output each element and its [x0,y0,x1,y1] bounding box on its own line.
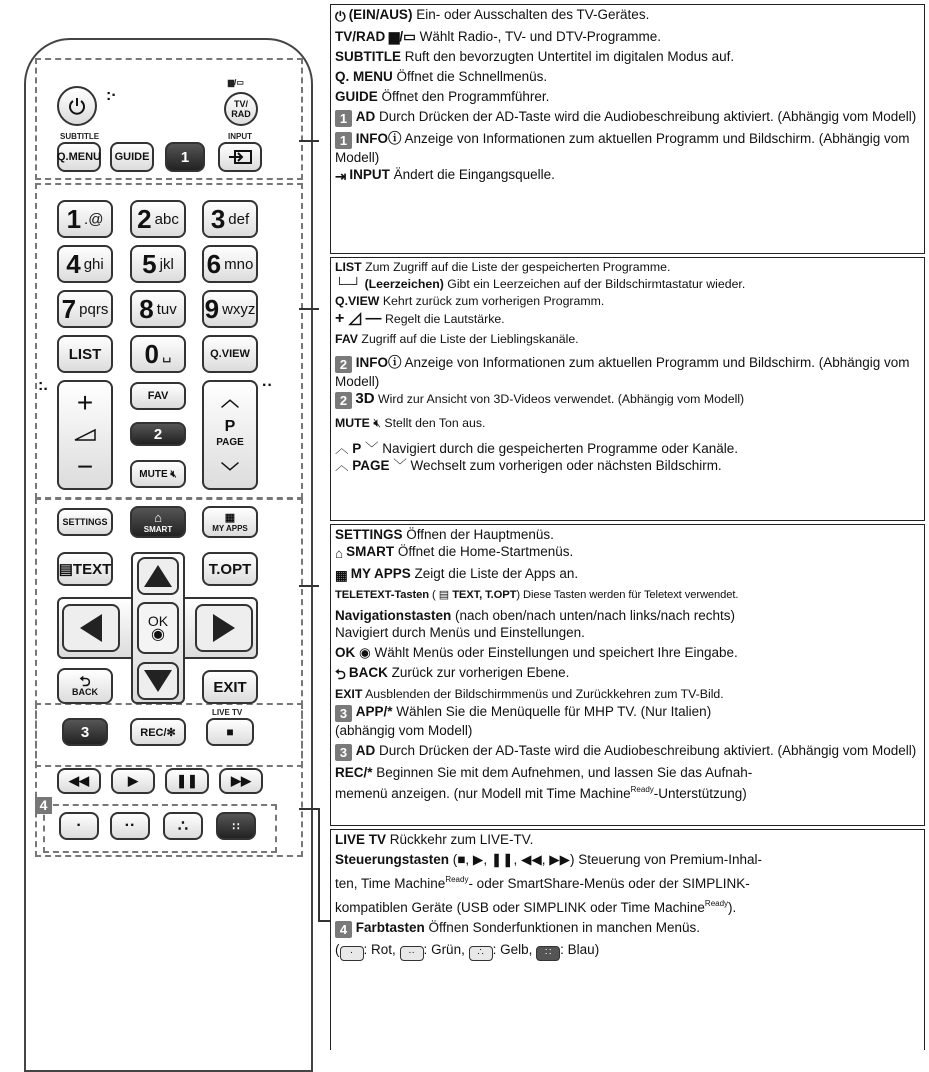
mute-icon: 🔇︎ [170,468,177,480]
3d-icon: 3D [355,390,375,407]
chevron-up-icon: ︿ [221,390,239,410]
nav-down-button[interactable] [137,662,179,700]
power-icon: ⏻ [335,9,346,24]
rewind-button[interactable] [57,768,101,794]
desc-control-2: ten, Time Machine$^{Ready}$- oder SmartShare-Menüs oder der SIMPLINK- [335,875,750,891]
zero-button[interactable]: 0 ␣ [130,335,186,373]
num-button-3[interactable] [202,200,258,238]
letters: wxyz [222,300,256,318]
qview-button[interactable]: Q.VIEW [202,335,258,373]
blue-button[interactable] [216,812,256,840]
desc-exit: EXIT Ausblenden der Bildschirmmenüs und Zurückkehren zum TV-Bild. [335,687,724,701]
home-icon: ⌂ [154,510,162,525]
leader-4b [318,808,320,920]
desc-app-2: (abhängig vom Modell) [335,723,473,738]
num-button-8[interactable] [130,290,186,328]
desc-subtitle: SUBTITLE Ruft den bevorzugten Untertitel im digitalen Modus auf. [335,49,735,64]
power-button[interactable] [57,86,97,126]
ok-button[interactable]: OK ◉ [137,602,179,654]
desc-ad-1: 1 AD Durch Drücken der AD-Taste wird die Audiobeschreibung aktiviert. (Abhängig vom Modell) [335,108,920,127]
list-button[interactable]: LIST [57,335,113,373]
num-button-6[interactable] [202,245,258,283]
desc-navigation-2: Navigiert durch Menüs und Einstellungen. [335,625,585,640]
remote-illustration [0,0,330,1054]
settings-button[interactable]: SETTINGS [57,508,113,536]
three-dots-icon: ∴ [177,818,189,835]
desc-input: ⇥ INPUT Ändert die Eingangsquelle. [335,167,555,184]
desc-fav: FAV Zugriff auf die Liste der Lieblingskanäle. [335,332,579,346]
mute-icon: 🔇︎ [373,416,382,430]
digit: 9 [204,293,220,324]
desc-space: └─┘ (Leerzeichen) Gibt ein Leerzeichen auf der Bildschirmtastatur wieder. [335,277,746,291]
mute-button[interactable]: MUTE 🔇︎ [130,460,186,488]
pause-icon: ❚❚ [176,773,198,788]
desc-tvrad: TV/RAD ▆/▭ Wählt Radio-, TV- und DTV-Programme. [335,29,661,44]
tvrad-icon: ▆/▭ [389,29,416,44]
leader-2 [299,308,319,310]
button-3[interactable]: 3 [62,718,108,746]
desc-rec-2: memenü anzeigen. (nur Modell mit Time Machine$^{Ready}$-Unterstützung) [335,785,747,801]
desc-settings: SETTINGS Öffnen der Hauptmenüs. [335,527,554,542]
chevron-down-icon: ﹀ [365,441,379,456]
myapps-button[interactable]: ▦ MY APPS [202,506,258,538]
guide-button[interactable]: GUIDE [110,142,154,172]
fav-button[interactable]: FAV [130,382,186,410]
num-button-5[interactable] [130,245,186,283]
smart-button[interactable]: ⌂ SMART [130,506,186,538]
desc-teletext: TELETEXT-Tasten ( ▤ TEXT, T.OPT) Diese Tasten werden für Teletext verwendet. [335,589,739,601]
back-arrow-icon: ⮌ [79,673,91,689]
ok-icon: ◉ [359,645,371,660]
desc-mute: MUTE 🔇︎ Stellt den Ton aus. [335,416,486,430]
desc-volume: + ◿ — Regelt die Lautstärke. [335,310,505,327]
desc-app: 3 APP/* Wählen Sie die Menüquelle für MHP TV. (Nur Italien) [335,703,920,722]
info-icon: ⓘ [388,355,402,370]
teletext-icon: ▤ [438,589,450,601]
description-group-4 [330,829,925,1050]
info-icon: ⓘ [388,131,402,146]
leader-1 [299,140,319,142]
volume-rocker[interactable] [57,380,113,490]
leader-4a [299,808,319,810]
num-button-9[interactable] [202,290,258,328]
letters: tuv [156,300,177,318]
tvrad-icon: ▆/▭ [228,78,244,87]
rewind-icon: ◀◀ [69,773,89,788]
description-panel [330,0,929,1054]
description-group-3 [330,524,925,826]
digit: 2 [137,203,152,234]
nav-left-button[interactable] [62,604,120,652]
desc-info-1: 1 INFOⓘ Anzeige von Informationen zum aktuellen Programm und Bildschirm. (Abhängig vom Modell) [335,131,910,165]
input-button[interactable] [218,142,262,172]
desc-myapps: ▦ MY APPS Zeigt die Liste der Apps an. [335,566,579,583]
digit: 1 [66,203,82,234]
four-dots-icon: ∷ [232,820,240,833]
rec-button[interactable]: REC/✻ [130,718,186,746]
power-icon [67,96,87,116]
letters: mno [224,255,254,273]
space-icon: ␣ [161,346,172,363]
green-button[interactable] [110,812,150,840]
leader-4c [318,920,330,922]
stop-button[interactable] [206,718,254,746]
input-label: INPUT [228,132,252,141]
letters: ghi [83,255,104,273]
text-button[interactable]: ▤ TEXT [57,552,113,586]
digit: 7 [61,293,77,324]
desc-qview: Q.VIEW Kehrt zurück zum vorherigen Programm. [335,294,605,308]
button-1[interactable]: 1 [165,142,205,172]
topt-button[interactable]: T.OPT [202,552,258,586]
letters: pqrs [79,300,109,318]
desc-back: ⮌ BACK Zurück zur vorherigen Ebene. [335,665,570,682]
desc-guide: GUIDE Öffnet den Programmführer. [335,89,550,104]
chevron-up-icon: ︿ [335,441,349,456]
play-icon: ▶ [128,773,138,788]
digit: 3 [210,203,226,234]
p-label: P [224,418,236,435]
chevron-down-icon: ﹀ [221,462,239,482]
nav-right-button[interactable] [195,604,253,652]
teletext-icon: ▤ [58,561,73,578]
letters: .@ [84,210,104,228]
one-dot-icon: · [340,946,364,961]
live-tv-label: LIVE TV [212,708,243,717]
pause-button[interactable] [165,768,209,794]
one-dot-icon: · [76,817,82,834]
braille-dots-left: :. [38,377,48,394]
apps-grid-icon: ▦ [224,512,236,524]
qmenu-button[interactable]: Q.MENU [57,142,101,172]
desc-control-3: kompatiblen Geräte (USB oder SIMPLINK oder Time Machine$^{Ready}$). [335,899,737,915]
nav-up-button[interactable] [137,557,179,595]
letters: def [228,210,250,228]
page-label: PAGE [216,437,244,448]
digit: 5 [142,248,157,279]
num-button-7[interactable] [57,290,113,328]
desc-power: ⏻ (EIN/AUS) Ein- oder Ausschalten des TV-Gerätes. [335,7,650,24]
exit-button[interactable]: EXIT [202,670,258,704]
apps-grid-icon: ▦ [335,568,348,583]
desc-list: LIST Zum Zugriff auf die Liste der gespeicherten Programme. [335,260,671,274]
num-button-2[interactable] [130,200,186,238]
desc-p: ︿ P ﹀ Navigiert durch die gespeicherten Programme oder Kanäle. [335,441,738,456]
num-button-1[interactable] [57,200,113,238]
four-dots-icon: ∷ [536,946,560,961]
home-icon: ⌂ [335,546,344,561]
volume-icon [73,428,97,442]
desc-ok: OK ◉ Wählt Menüs oder Einstellungen und speichert Ihre Eingabe. [335,645,738,660]
desc-colors: 4 Farbtasten Öffnen Sonderfunktionen in manchen Menüs. [335,919,920,938]
letters: jkl [159,255,174,273]
desc-ad-3: 3 AD Durch Drücken der AD-Taste wird die Audiobeschreibung aktiviert. (Abhängig vom Modell) [335,742,920,761]
description-group-2 [330,257,925,521]
stop-icon: ■ [226,725,234,739]
desc-page: ︿ PAGE ﹀ Wechselt zum vorherigen oder nächsten Bildschirm. [335,458,722,473]
back-button[interactable]: ⮌ BACK [57,668,113,704]
desc-info-2: 2 INFOⓘ Anzeige von Informationen zum aktuellen Programm und Bildschirm. (Abhängig vom Modell) [335,355,910,389]
volume-up-icon: + [76,386,94,418]
fast-forward-button[interactable] [219,768,263,794]
back-arrow-icon: ⮌ [335,667,346,682]
chevron-down-icon: ﹀ [393,458,407,473]
desc-navigation: Navigationstasten (nach oben/nach unten/nach links/nach rechts) [335,608,735,623]
input-icon: ⇥ [335,169,347,184]
desc-rec: REC/* Beginnen Sie mit dem Aufnehmen, und lassen Sie das Aufnah- [335,765,753,780]
desc-color-legend: ( · : Rot, ·· : Grün, ∴ : Gelb, ∷ : Blau) [335,941,920,961]
desc-livetv: LIVE TV Rückkehr zum LIVE-TV. [335,832,534,847]
digit: 8 [139,293,154,324]
red-button[interactable] [59,812,99,840]
space-icon: └─┘ [335,277,362,291]
three-dots-icon: ∴ [469,946,493,961]
volume-down-icon: − [76,451,94,483]
num-button-4[interactable] [57,245,113,283]
fast-forward-icon: ▶▶ [231,773,251,788]
channel-rocker[interactable] [202,380,258,490]
subtitle-label: SUBTITLE [60,132,100,141]
group-4-badge: 4 [35,797,52,814]
yellow-button[interactable] [163,812,203,840]
input-icon [227,149,253,165]
braille-dots-right: ·· [262,377,273,394]
button-2[interactable]: 2 [130,422,186,446]
letters: abc [154,210,179,228]
chevron-up-icon: ︿ [335,458,349,473]
description-group-1 [330,4,925,254]
tvrad-button[interactable]: TV/ RAD [224,92,258,126]
digit: 4 [66,248,81,279]
desc-smart: ⌂ SMART Öffnet die Home-Startmenüs. [335,544,574,561]
desc-3d: 2 3D Wird zur Ansicht von 3D-Videos verwendet. (Abhängig vom Modell) [335,390,920,409]
digit: 6 [206,248,222,279]
two-dots-icon: ·· [124,817,136,834]
ok-icon: ◉ [151,626,165,643]
two-dots-icon: ·· [400,946,424,961]
braille-dots: :· [106,87,117,104]
volume-icons: + ◿ — [335,310,382,327]
desc-qmenu: Q. MENU Öffnet die Schnellmenüs. [335,69,548,84]
leader-3 [299,585,319,587]
desc-control: Steuerungstasten (■, ▶, ❚❚, ◀◀, ▶▶) Steuerung von Premium-Inhal- [335,852,763,867]
play-button[interactable] [111,768,155,794]
